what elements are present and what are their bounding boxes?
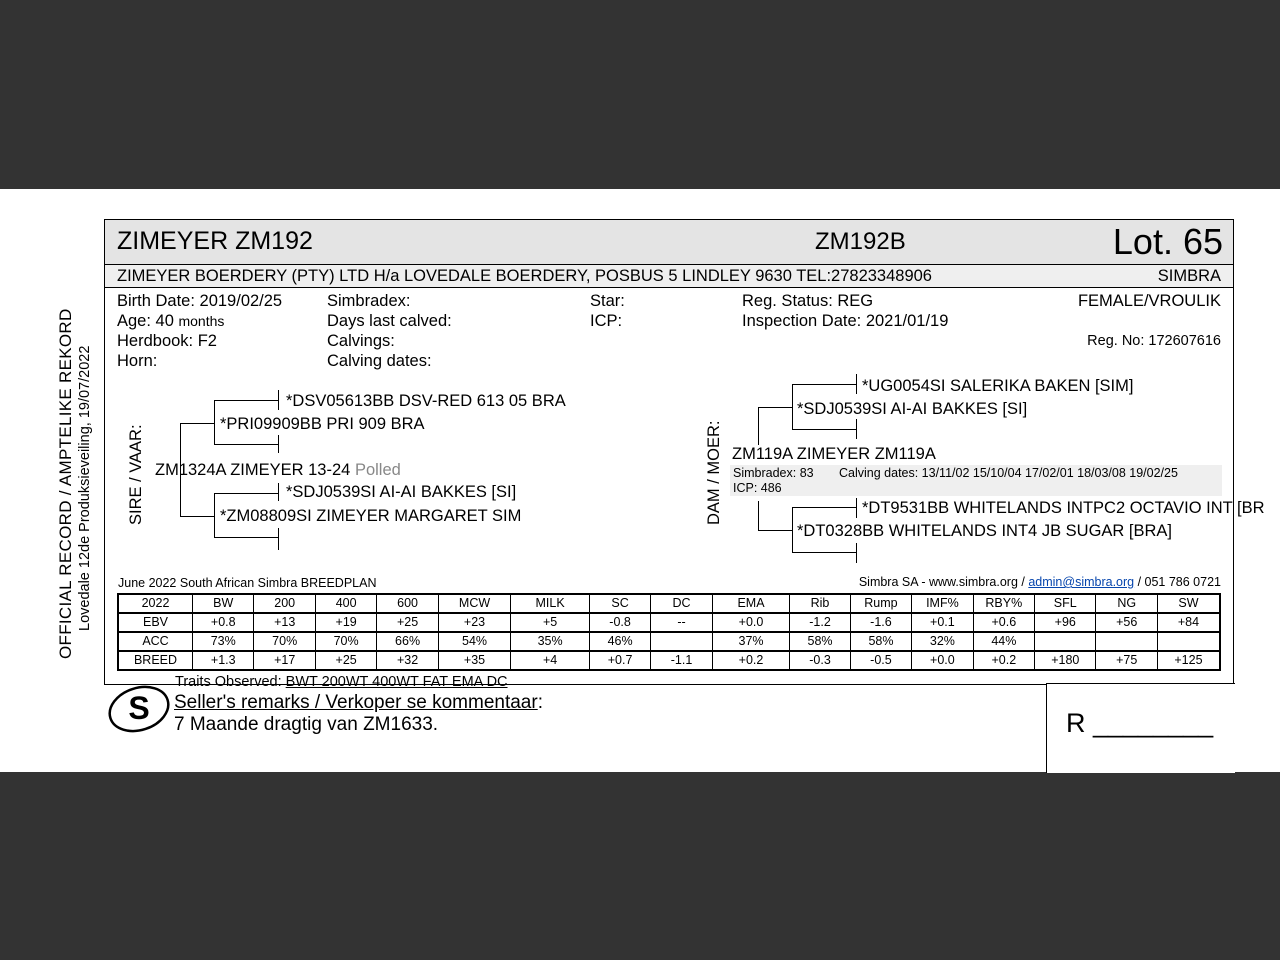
table-header-cell: MCW xyxy=(438,594,511,613)
farm-row xyxy=(105,265,1233,288)
breed-label: SIMBRA xyxy=(1157,267,1221,285)
table-cell: 58% xyxy=(790,632,850,651)
dam-sire: *SDJ0539SI AI-AI BAKKES [SI] xyxy=(797,400,1028,418)
dam-sire-sire: *UG0054SI SALERIKA BAKEN [SIM] xyxy=(862,377,1134,395)
table-header-cell: NG xyxy=(1096,594,1157,613)
logo-letter: S xyxy=(128,690,150,726)
table-cell: +0.6 xyxy=(973,613,1034,632)
table-row xyxy=(118,651,1220,670)
traits-label: Traits Observed: xyxy=(175,674,286,690)
price-field[interactable]: R ________ xyxy=(1066,708,1214,738)
herdbook: Herdbook: F2 xyxy=(117,332,217,350)
table-cell: +125 xyxy=(1157,651,1220,670)
dam-icp: ICP: 486 xyxy=(733,481,782,495)
table-cell: +32 xyxy=(377,651,438,670)
dam-simbradex: Simbradex: 83 xyxy=(733,466,814,480)
calvings: Calvings: xyxy=(327,332,395,350)
table-cell: +96 xyxy=(1035,613,1096,632)
breedplan-table xyxy=(117,593,1221,671)
reg-number: Reg. No: 172607616 xyxy=(1087,333,1221,349)
table-cell: +84 xyxy=(1157,613,1220,632)
table-cell: +0.1 xyxy=(912,613,973,632)
table-cell: BREED xyxy=(118,651,193,670)
table-cell: +0.0 xyxy=(712,613,790,632)
breedplan-contact xyxy=(859,575,1221,589)
sire-side-label: SIRE / VAAR: xyxy=(127,424,145,525)
age xyxy=(117,312,224,331)
sex-label: FEMALE/VROULIK xyxy=(1077,292,1221,310)
table-cell: +0.2 xyxy=(712,651,790,670)
table-cell: 44% xyxy=(973,632,1034,651)
simbra-logo-icon xyxy=(106,681,172,737)
lot-number: Lot. 65 xyxy=(1112,221,1223,262)
table-cell: +0.7 xyxy=(589,651,650,670)
table-header-cell: MILK xyxy=(511,594,590,613)
table-header-cell: BW xyxy=(193,594,254,613)
birth-date: Birth Date: 2019/02/25 xyxy=(117,292,283,310)
sire-dam-sire: *SDJ0539SI AI-AI BAKKES [SI] xyxy=(286,483,517,501)
table-cell: -0.3 xyxy=(790,651,850,670)
table-cell: +25 xyxy=(377,613,438,632)
table-cell: +56 xyxy=(1096,613,1157,632)
table-row xyxy=(118,613,1220,632)
sire-sire-sire: *DSV05613BB DSV-RED 613 05 BRA xyxy=(286,392,566,410)
table-cell: -0.5 xyxy=(850,651,911,670)
table-cell: +0.2 xyxy=(973,651,1034,670)
table-cell xyxy=(651,632,712,651)
dam-name: ZM119A ZIMEYER ZM119A xyxy=(732,445,936,463)
table-cell: +5 xyxy=(511,613,590,632)
table-cell: +35 xyxy=(438,651,511,670)
simbra-logo xyxy=(106,681,172,737)
star-label: Star: xyxy=(590,292,625,310)
table-cell: 35% xyxy=(511,632,590,651)
icp-label: ICP: xyxy=(590,312,623,330)
table-cell: 70% xyxy=(254,632,315,651)
table-cell: +1.3 xyxy=(193,651,254,670)
table-header-cell: SC xyxy=(589,594,650,613)
table-header-cell: 400 xyxy=(315,594,376,613)
table-cell: +17 xyxy=(254,651,315,670)
table-cell: +13 xyxy=(254,613,315,632)
table-cell: 54% xyxy=(438,632,511,651)
table-header-cell: 200 xyxy=(254,594,315,613)
table-row xyxy=(118,632,1220,651)
dam-dam: *DT0328BB WHITELANDS INT4 JB SUGAR [BRA] xyxy=(797,522,1173,540)
table-header-cell: IMF% xyxy=(912,594,973,613)
table-cell: +23 xyxy=(438,613,511,632)
animal-id-code: ZM192B xyxy=(815,228,906,255)
table-header-cell: Rump xyxy=(850,594,911,613)
horn: Horn: xyxy=(117,352,158,370)
polled-label: Polled xyxy=(354,461,401,479)
inspection-date: Inspection Date: 2021/01/19 xyxy=(742,312,949,330)
title-row xyxy=(105,220,1233,265)
sire-sire: *PRI09909BB PRI 909 BRA xyxy=(220,415,425,433)
contact-website: Simbra SA - www.simbra.org / xyxy=(858,575,1029,589)
table-header-row xyxy=(118,594,1220,613)
table-cell: 32% xyxy=(912,632,973,651)
sire-dam: *ZM08809SI ZIMEYER MARGARET SIM xyxy=(220,507,522,525)
sellers-remarks-text: 7 Maande dragtig van ZM1633. xyxy=(174,714,439,735)
simbradex-label: Simbradex: xyxy=(327,292,411,310)
table-header-cell: Rib xyxy=(790,594,850,613)
table-cell: 37% xyxy=(712,632,790,651)
table-cell: -0.8 xyxy=(589,613,650,632)
table-cell: +0.8 xyxy=(193,613,254,632)
table-cell: +4 xyxy=(511,651,590,670)
table-header-cell: RBY% xyxy=(973,594,1034,613)
dam-calving-dates: Calving dates: 13/11/02 15/10/04 17/02/01 18/03/08 19/02/25 xyxy=(839,466,1178,480)
farm-address: ZIMEYER BOERDERY (PTY) LTD H/a LOVEDALE BOERDERY, POSBUS 5 LINDLEY 9630 TEL:27823348906 xyxy=(117,267,932,285)
table-cell: -1.1 xyxy=(651,651,712,670)
table-cell xyxy=(1096,632,1157,651)
dam-dam-sire: *DT9531BB WHITELANDS INTPC2 OCTAVIO INT [BR xyxy=(862,499,1265,517)
table-cell: +180 xyxy=(1035,651,1096,670)
contact-phone: / 051 786 0721 xyxy=(1134,575,1221,589)
official-record-label: OFFICIAL RECORD / AMPTELIKE REKORD xyxy=(56,308,75,659)
sire-name xyxy=(155,461,401,480)
calving-dates-label: Calving dates: xyxy=(327,352,432,370)
table-cell: -1.2 xyxy=(790,613,850,632)
remarks-colon: : xyxy=(537,692,543,713)
sire-name-text: ZM1324A ZIMEYER 13-24 xyxy=(155,461,351,479)
table-cell: -1.6 xyxy=(850,613,911,632)
contact-email-link[interactable]: admin@simbra.org xyxy=(1028,575,1135,589)
table-cell: 46% xyxy=(589,632,650,651)
animal-name: ZIMEYER ZM192 xyxy=(117,227,313,255)
table-cell xyxy=(1157,632,1220,651)
traits-value: BWT 200WT 400WT FAT EMA DC xyxy=(285,674,508,690)
age-unit: months xyxy=(178,313,225,329)
table-cell: 73% xyxy=(193,632,254,651)
breedplan-title: June 2022 South African Simbra BREEDPLAN xyxy=(118,576,377,590)
remarks-label: Seller's remarks / Verkoper se kommentaar xyxy=(174,692,538,713)
table-header-cell: SFL xyxy=(1035,594,1096,613)
price-box xyxy=(1046,683,1235,773)
table-cell xyxy=(1035,632,1096,651)
table-cell: +0.0 xyxy=(912,651,973,670)
table-cell: +75 xyxy=(1096,651,1157,670)
dam-side-label: DAM / MOER: xyxy=(705,420,723,525)
table-cell: 66% xyxy=(377,632,438,651)
table-cell: +25 xyxy=(315,651,376,670)
table-header-cell: DC xyxy=(651,594,712,613)
age-value: Age: 40 xyxy=(117,312,174,330)
table-cell: -- xyxy=(651,613,712,632)
catalogue-page xyxy=(0,189,1280,772)
table-cell: EBV xyxy=(118,613,193,632)
auction-name-label: Lovedale 12de Produksieveiling, 19/07/2022 xyxy=(77,345,93,631)
table-header-cell: EMA xyxy=(712,594,790,613)
table-cell: 58% xyxy=(850,632,911,651)
sellers-remarks-heading xyxy=(174,692,543,714)
table-cell: ACC xyxy=(118,632,193,651)
table-cell: 70% xyxy=(315,632,376,651)
days-last-calved: Days last calved: xyxy=(327,312,452,330)
table-header-cell: SW xyxy=(1157,594,1220,613)
reg-status: Reg. Status: REG xyxy=(742,292,874,310)
table-header-cell: 600 xyxy=(377,594,438,613)
table-cell: +19 xyxy=(315,613,376,632)
traits-observed xyxy=(175,674,508,690)
table-header-cell: 2022 xyxy=(118,594,193,613)
